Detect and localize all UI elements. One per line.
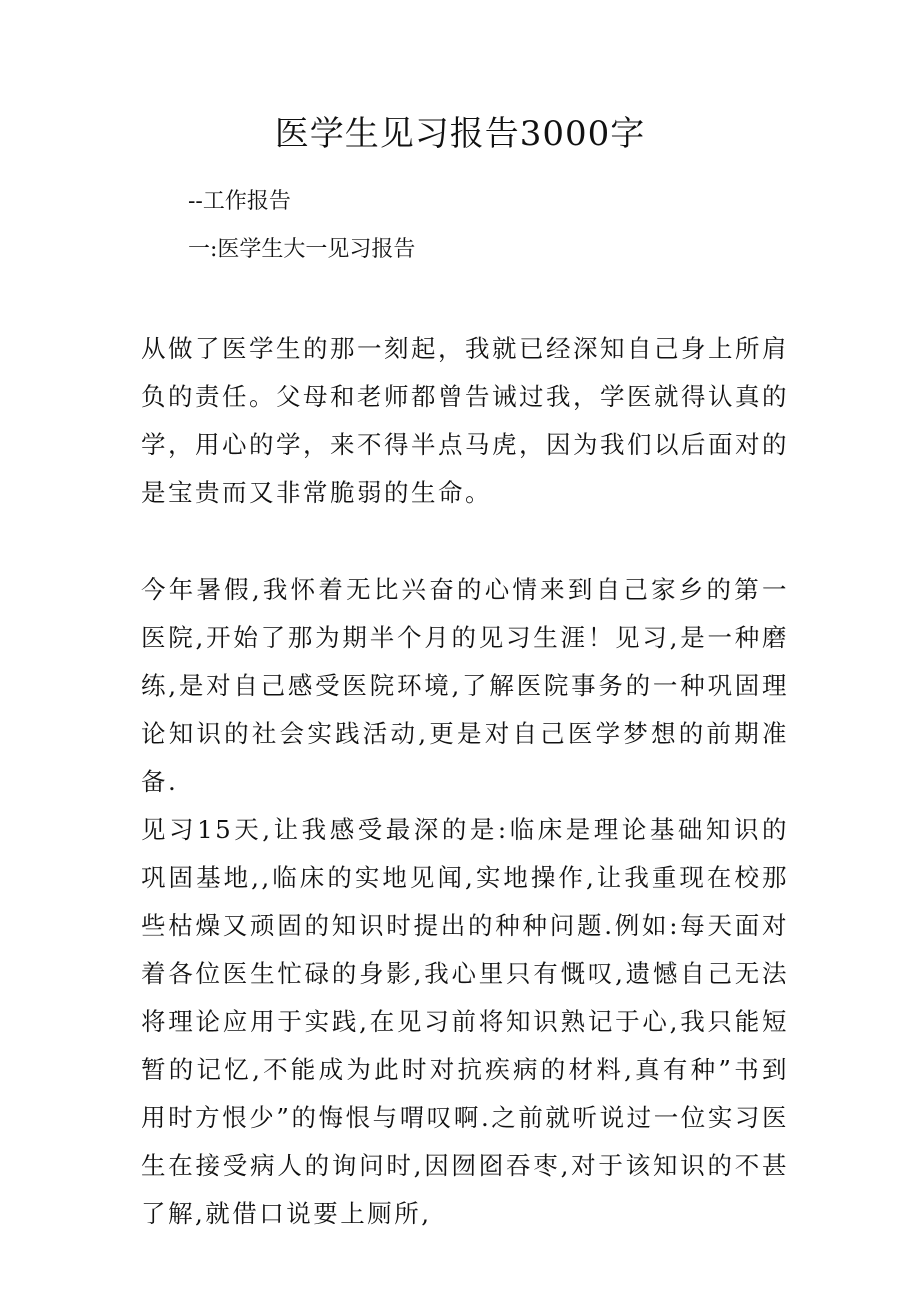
document-subtitle: --工作报告 [188,189,291,214]
section-heading: 一:医学生大一见习报告 [188,237,416,262]
paragraph-3: 见习15天,让我感受最深的是:临床是理论基础知识的巩固基地,,临床的实地见闻,实地操作,让我重现在校那些枯燥又顽固的知识时提出的种种问题.例如:每天面对着各位医生忙碌的身影,我心里只有慨叹,遗憾自己无法将理论应用于实践,在见习前将知识熟记于心,我只能短暂的记忆,不能成为此时对抗疾病的材料,真有种”书到用时方恨少”的悔恨与喟叹啊.之前就听说过一位实习医生在接受病人的询问时,因囫囵吞枣,对于该知识的不甚了解,就借口说要上厕所, [141,815,789,1228]
document-title: 医学生见习报告3000字 [274,114,646,154]
paragraph-2: 今年暑假,我怀着无比兴奋的心情来到自己家乡的第一医院,开始了那为期半个月的见习生涯！见习,是一种磨练,是对自己感受医院环境,了解医院事务的一种巩固理论知识的社会实践活动,更是对自己医学梦想的前期准备. [141,575,789,796]
paragraph-1: 从做了医学生的那一刻起，我就已经深知自己身上所肩负的责任。父母和老师都曾告诫过我，学医就得认真的学，用心的学，来不得半点马虎，因为我们以后面对的是宝贵而又非常脆弱的生命。 [141,334,789,507]
